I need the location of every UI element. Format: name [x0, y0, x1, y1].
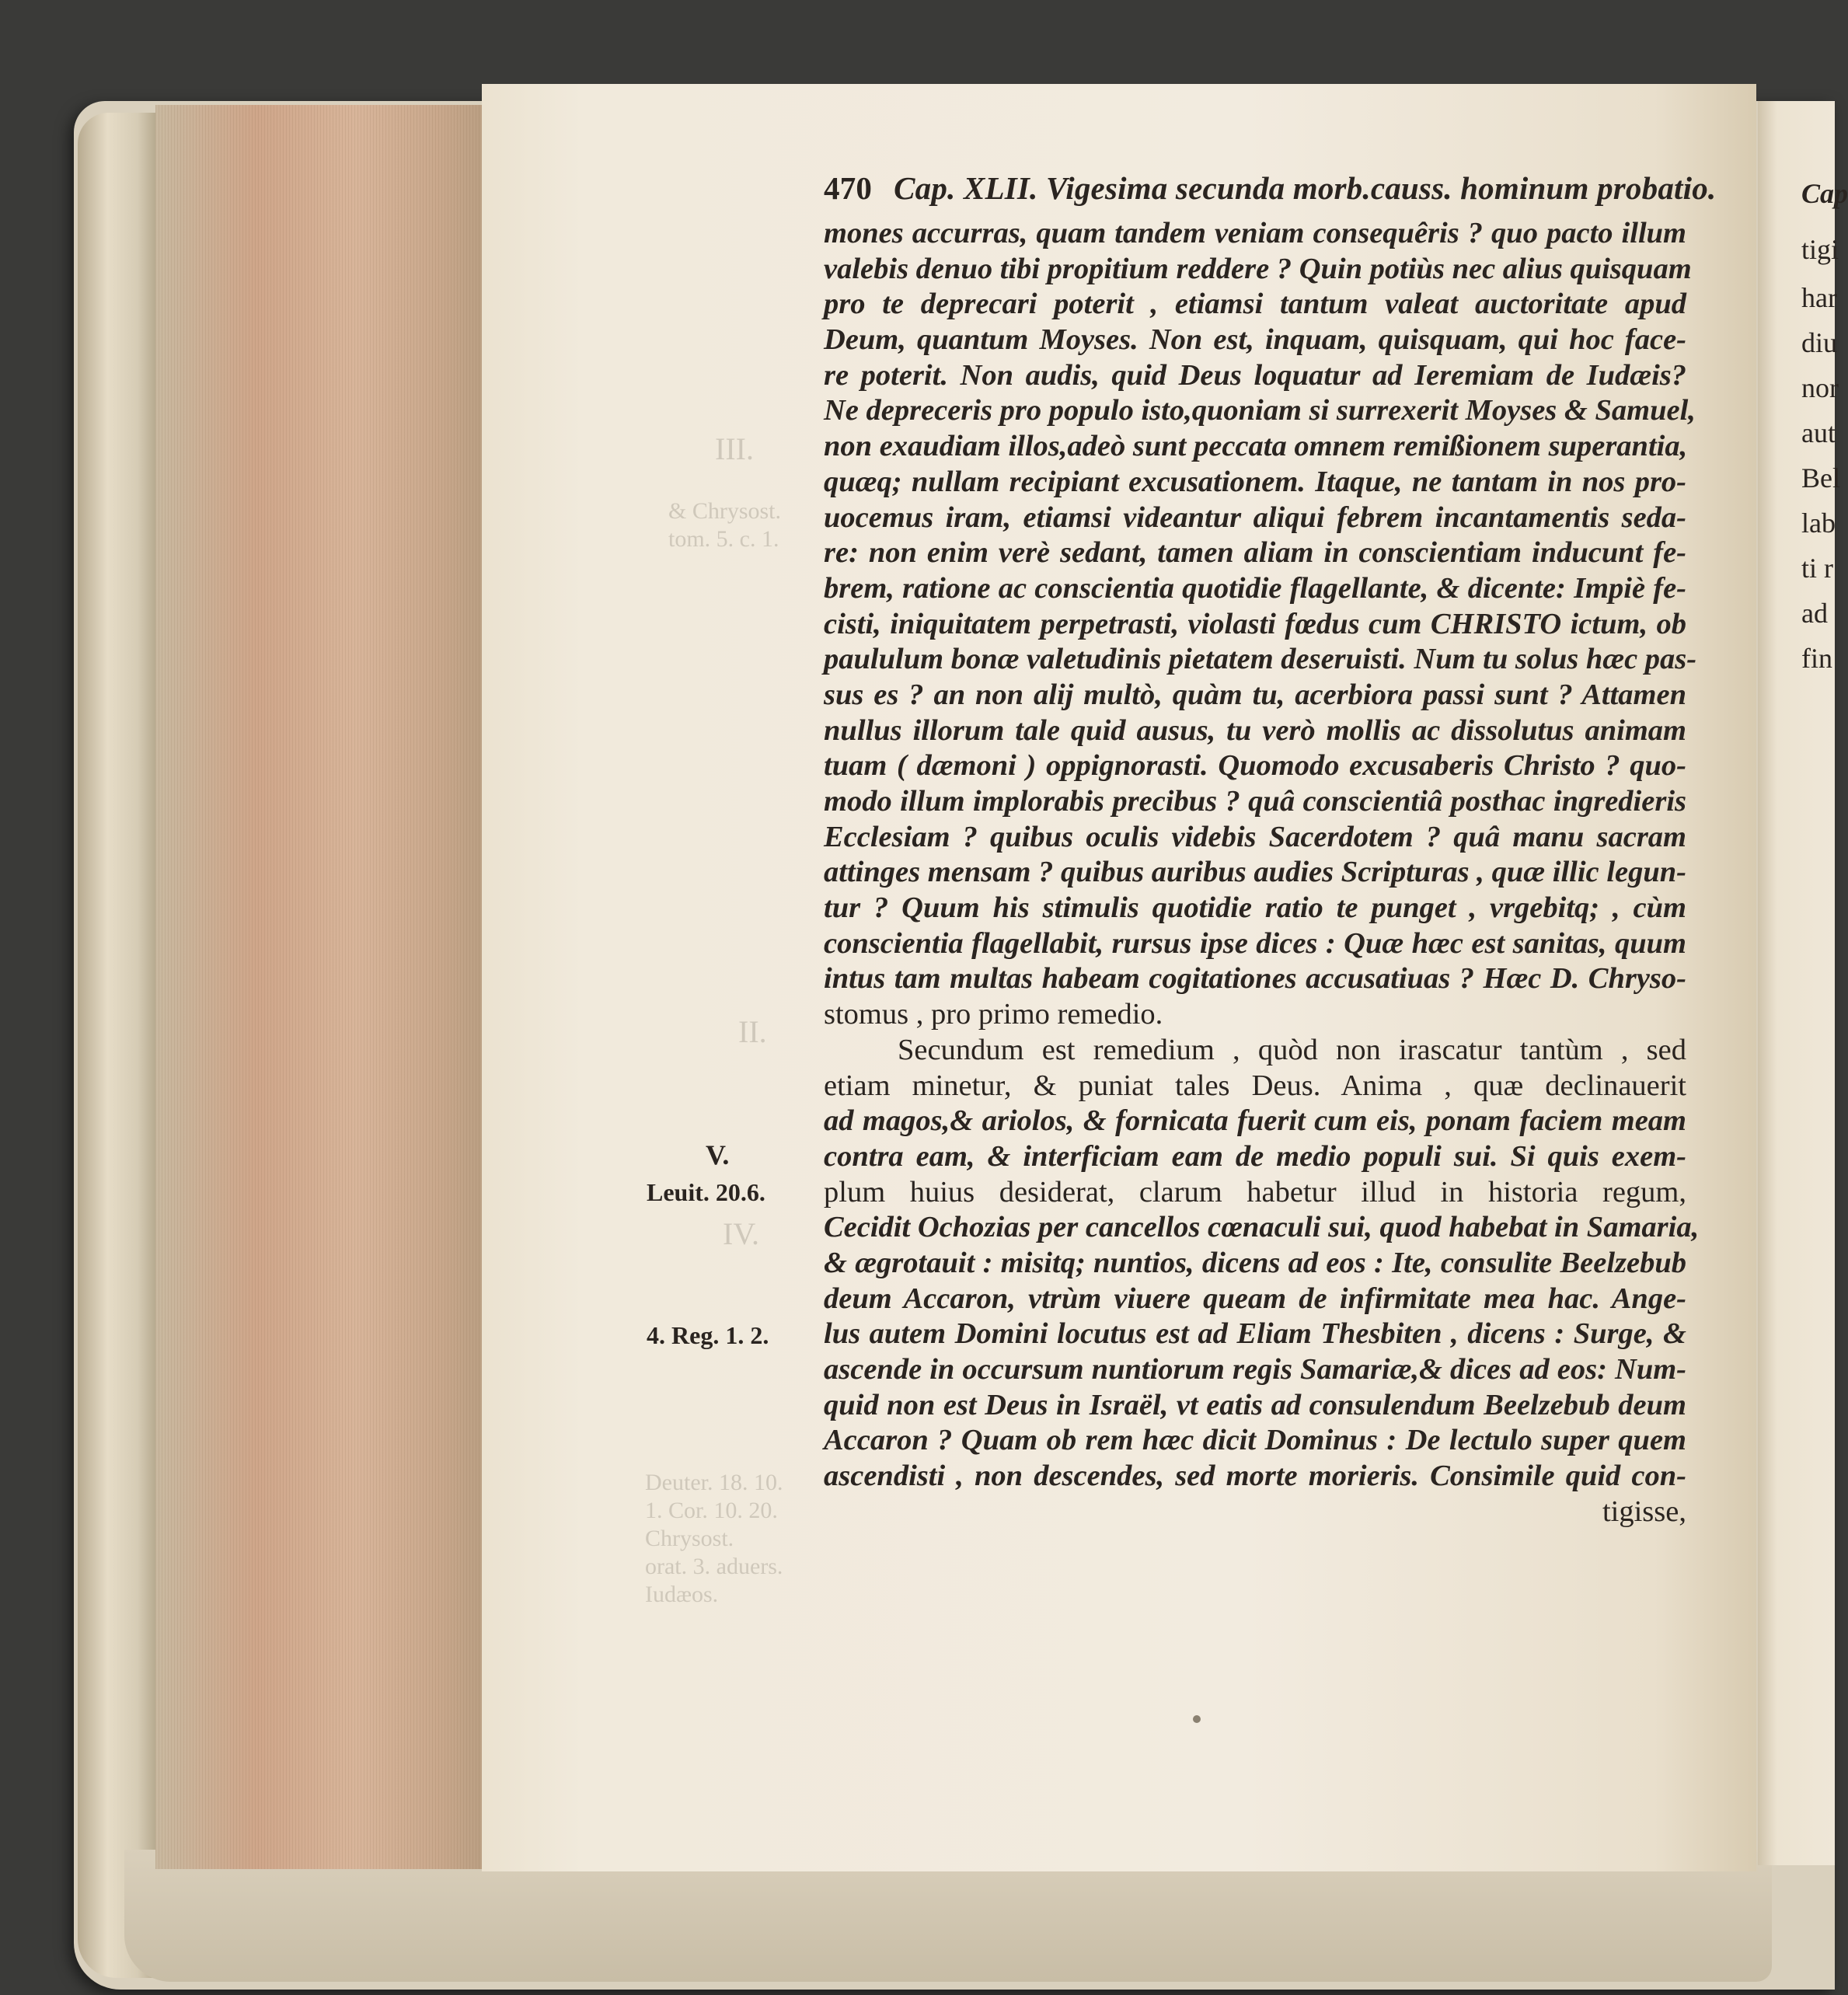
text-line: pro te deprecari poterit , etiamsi tantum valeat auctoritate apud	[824, 288, 1686, 321]
text-line: tur ? Quum his stimulis quotidie ratio te punget , vrgebitq; , cùm	[824, 891, 1686, 925]
show-through-numeral-2: II.	[738, 1014, 767, 1049]
body-text	[824, 216, 1700, 1529]
text-line: lus autem Domini locutus est ad Eliam Thesbiten , dicens : Surge, &	[824, 1317, 1686, 1351]
facing-page-fragment: nor	[1801, 372, 1839, 403]
text-line: contra eam, & interficiam eam de medio populi sui. Si quis exem-	[824, 1139, 1686, 1173]
text-line: quid non est Deus in Israël, vt eatis ad consulendum Beelzebub deum	[824, 1388, 1686, 1421]
facing-page-fragment: har	[1801, 282, 1837, 313]
text-line: tigisse,	[1602, 1495, 1686, 1528]
text-line: uocemus iram, etiamsi videantur aliqui febrem incantamentis seda-	[824, 500, 1686, 534]
right-page-edge	[1758, 101, 1848, 1865]
facing-page-fragment: Cap	[1801, 178, 1848, 209]
text-line: conscientia flagellabit, rursus ipse dices : Quæ hæc est sanitas, quum	[824, 926, 1686, 960]
facing-page-fragment: fin	[1801, 643, 1832, 674]
text-line: quæq; nullam recipiant excusationem. Itaque, ne tantam in nos pro-	[824, 465, 1686, 498]
book-spine	[78, 113, 163, 1978]
text-line: stomus , pro primo remedio.	[824, 998, 1163, 1031]
facing-page-fragment: ti r	[1801, 553, 1833, 584]
facing-page-fragment: aut	[1801, 417, 1836, 448]
page-text-block	[824, 169, 1717, 1529]
facing-page-fragment: ad	[1801, 598, 1828, 629]
text-line: re poterit. Non audis, quid Deus loquatur ad Ieremiam de Iudæis?	[824, 358, 1686, 392]
text-line: ad magos,& ariolos, & fornicata fuerit cum eis, ponam faciem meam	[824, 1104, 1686, 1138]
text-line: intus tam multas habeam cogitationes accusatiuas ? Hæc D. Chryso-	[824, 962, 1686, 996]
text-line: re: non enim verè sedant, tamen aliam in conscientiam inducunt fe-	[824, 536, 1686, 570]
text-line: Accaron ? Quam ob rem hæc dicit Dominus : De lectulo super quem	[824, 1424, 1686, 1457]
text-line: tuam ( dæmoni ) oppignorasti. Quomodo excusaberis Christo ? quo-	[824, 749, 1686, 783]
chapter-title: Cap. XLII. Vigesima secunda morb.causs. hominum probatio.	[894, 170, 1717, 206]
text-line: ascende in occursum nuntiorum regis Samariæ,& dices ad eos: Num-	[824, 1353, 1686, 1386]
page-edges	[155, 105, 490, 1869]
facing-page-fragment: tigi	[1801, 234, 1839, 265]
facing-page-fragment: diu	[1801, 327, 1838, 358]
text-line: Cecidit Ochozias per cancellos cœnaculi sui, quod habebat in Samaria,	[824, 1211, 1700, 1244]
text-line: cisti, iniquitatem perpetrasti, violasti fœdus cum CHRISTO ictum, ob	[824, 607, 1686, 640]
text-line: non exaudiam illos,adeò sunt peccata omnem remißionem superantia,	[824, 430, 1688, 463]
facing-page-fragment: Bel	[1801, 462, 1840, 494]
margin-ref-leviticus: Leuit. 20.6.	[647, 1178, 765, 1206]
text-line: brem, ratione ac conscientia quotidie flagellante, & dicente: Impiè fe-	[824, 571, 1686, 605]
text-line: & ægrotauit : misitq; nuntios, dicens ad eos : Ite, consulite Beelzebub	[824, 1246, 1686, 1279]
section-numeral: V.	[706, 1139, 730, 1170]
text-line: valebis denuo tibi propitium reddere ? Quin potiùs nec alius quisquam	[824, 252, 1692, 285]
text-line: modo illum implorabis precibus ? quâ conscientiâ posthac ingredieris	[824, 785, 1686, 818]
text-line: Ne depreceris pro populo isto,quoniam si surrexerit Moyses & Samuel,	[824, 394, 1696, 427]
text-line: Ecclesiam ? quibus oculis videbis Sacerdotem ? quâ manu sacram	[824, 820, 1686, 853]
text-line: mones accurras, quam tandem veniam consequêris ? quo pacto illum	[824, 217, 1686, 249]
margin-ref-kings: 4. Reg. 1. 2.	[647, 1321, 769, 1349]
text-line: Secundum est remedium , quòd non irascatur tantùm , sed	[898, 1033, 1686, 1066]
text-line: paululum bonæ valetudinis pietatem deseruisti. Num tu solus hæc pas-	[824, 643, 1697, 676]
show-through-note-2: Deuter. 18. 10. 1. Cor. 10. 20. Chrysost. orat. 3. aduers. Iudæos.	[645, 1470, 783, 1607]
show-through-numeral: III.	[715, 431, 754, 466]
text-line: plum huius desiderat, clarum habetur illud in historia regum,	[824, 1175, 1686, 1209]
text-line: sus es ? an non alij multò, quàm tu, acerbiora passi sunt ? Attamen	[824, 678, 1686, 711]
show-through-numeral-3: IV.	[723, 1216, 760, 1251]
text-line: ascendisti , non descendes, sed morte morieris. Consimile quid con-	[824, 1460, 1686, 1493]
text-line: etiam minetur, & puniat tales Deus. Anima , quæ declinauerit	[824, 1069, 1686, 1102]
page-number: 470	[824, 170, 873, 206]
text-line: nullus illorum tale quid ausus, tu verò mollis ac dissolutus animam	[824, 713, 1686, 747]
text-line: attinges mensam ? quibus auribus audies Scripturas , quæ illic legun-	[824, 856, 1686, 889]
paper-speck	[1193, 1715, 1201, 1723]
show-through-note: & Chrysost. tom. 5. c. 1.	[668, 498, 782, 552]
text-line: Deum, quantum Moyses. Non est, inquam, quisquam, qui hoc face-	[824, 323, 1686, 357]
text-line: deum Accaron, vtrùm viuere queam de infirmitate mea hac. Ange-	[824, 1282, 1686, 1315]
facing-page-fragment: lab	[1801, 507, 1836, 539]
running-head	[824, 169, 1717, 207]
